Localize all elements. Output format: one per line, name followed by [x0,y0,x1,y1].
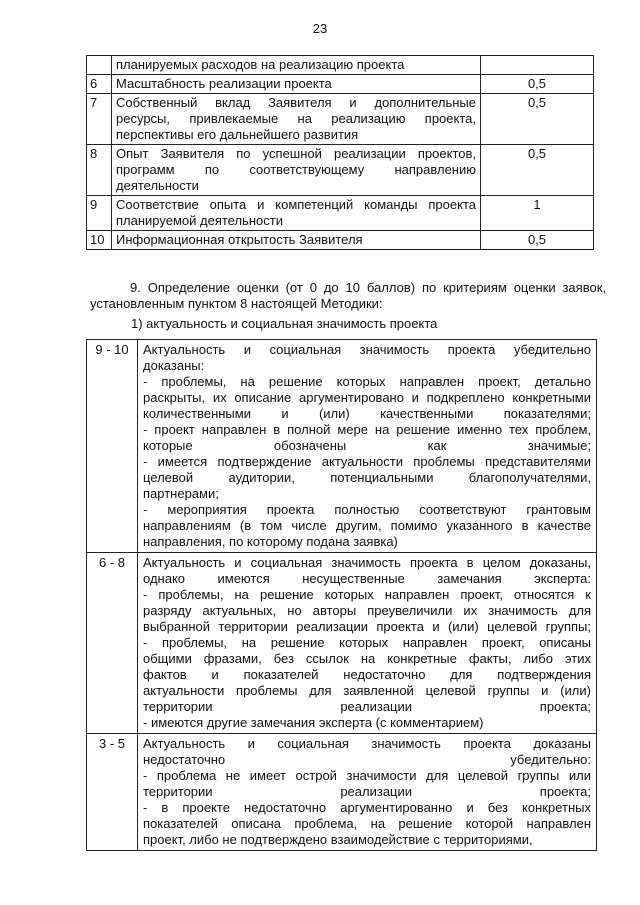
text-line: перспективы его дальнейшего развития [116,127,359,142]
text-line: - имеются другие замечания эксперта (с комментарием) [143,715,484,730]
score-description [138,340,597,553]
criteria-row [87,56,594,75]
text-line: целевой аудитории, потенциальными благополучателями, [143,470,591,485]
criteria-text [112,75,481,94]
score-row [87,340,597,553]
text-line: доказаны: [143,358,205,373]
text-line: программ по соответствующему направлению [116,162,476,177]
text-line: Информационная открытость Заявителя [116,232,363,247]
text-line: Актуальность и социальная значимость проекта убедительно [143,342,591,357]
text-line: выбранной территории реализации проекта и (или) целевой группы; [143,619,591,634]
score-table [86,339,597,851]
score-description [138,734,597,851]
section-9-paragraph: 9. Определение оценки (от 0 до 10 баллов) по критериям оценки заявок, установленным пунктом 8 настоящей Методики: [90,280,606,311]
text-line: разряду актуальных, но авторы преувеличили их значимость для [143,603,591,618]
text-line: - мероприятия проекта полностью соответствуют грантовым [143,502,591,517]
text-line: которые обозначены как значимые; [143,438,591,453]
criteria-number: 8 [87,145,112,196]
criteria-text [112,56,481,75]
text-line: деятельности [116,178,199,193]
criteria-score: 1 [481,196,594,231]
text-line: показателей описана проблема, на решение которой направлен [143,816,591,831]
text-line: Опыт Заявителя по успешной реализации проектов, [116,146,476,161]
score-description [138,553,597,734]
criteria-row [87,196,594,231]
text-line: - проблема не имеет острой значимости для целевой группы или [143,768,591,783]
text-line: раскрыты, их описание аргументировано и подкреплено конкретными [143,390,591,405]
text-line: - имеется подтверждение актуальности проблемы представителями [143,454,591,469]
text-line: Актуальность и социальная значимость проекта доказаны [143,736,591,751]
score-range: 9 - 10 [87,340,138,553]
text-line: количественными и (или) качественными показателями; [143,406,591,421]
criteria-text [112,94,481,145]
text-line: - проект направлен в полной мере на решение именно тех проблем, [143,422,591,437]
criteria-row [87,75,594,94]
section-9-subheading: 1) актуальность и социальная значимость проекта [131,316,438,331]
criteria-score: 0,5 [481,75,594,94]
criteria-table [86,55,594,250]
criteria-score: 0,5 [481,94,594,145]
criteria-text [112,231,481,250]
score-range: 3 - 5 [87,734,138,851]
page-number: 23 [312,21,328,36]
score-row [87,553,597,734]
criteria-score: 0,5 [481,145,594,196]
text-line: планируемых расходов на реализацию проекта [116,57,405,72]
text-line: территории реализации проекта; [143,699,591,714]
criteria-number: 6 [87,75,112,94]
text-line: однако имеются несущественные замечания эксперта: [143,571,591,586]
text-line: - проблемы, на решение которых направлен проект, относятся к [143,587,591,602]
score-range: 6 - 8 [87,553,138,734]
criteria-number: 7 [87,94,112,145]
text-line: Актуальность и социальная значимость проекта в целом доказаны, [143,555,591,570]
text-line: фактов и показателей недостаточно для подтверждения [143,667,591,682]
criteria-text [112,145,481,196]
text-line: направлениям (в том числе другим, помимо указанного в качестве [143,518,591,533]
text-line: направления, по которому подана заявка) [143,534,398,549]
text-line: партнерами; [143,486,219,501]
text-line: актуальности проблемы для заявленной целевой группы и (или) [143,683,591,698]
text-line: - проблемы, на решение которых направлен проект, описаны [143,635,591,650]
criteria-row [87,145,594,196]
criteria-score [481,56,594,75]
criteria-row [87,231,594,250]
text-line: Соответствие опыта и компетенций команды проекта [116,197,476,212]
text-line: - проблемы, на решение которых направлен проект, детально [143,374,591,389]
criteria-number: 10 [87,231,112,250]
criteria-number: 9 [87,196,112,231]
text-line: планируемой деятельности [116,213,283,228]
criteria-text [112,196,481,231]
criteria-row [87,94,594,145]
text-line: ресурсы, привлекаемые на реализацию проекта, [116,111,476,126]
text-line: Собственный вклад Заявителя и дополнительные [116,95,476,110]
text-line: Масштабность реализации проекта [116,76,332,91]
text-line: общими фразами, без ссылок на конкретные факты, либо этих [143,651,591,666]
score-row [87,734,597,851]
criteria-number [87,56,112,75]
criteria-score: 0,5 [481,231,594,250]
text-line: - в проекте недостаточно аргументированно и без конкретных [143,800,591,815]
text-line: проект, либо не подтверждено взаимодействие с территориями, [143,832,533,847]
text-line: недостаточно убедительно: [143,752,591,767]
text-line: территории реализации проекта; [143,784,591,799]
